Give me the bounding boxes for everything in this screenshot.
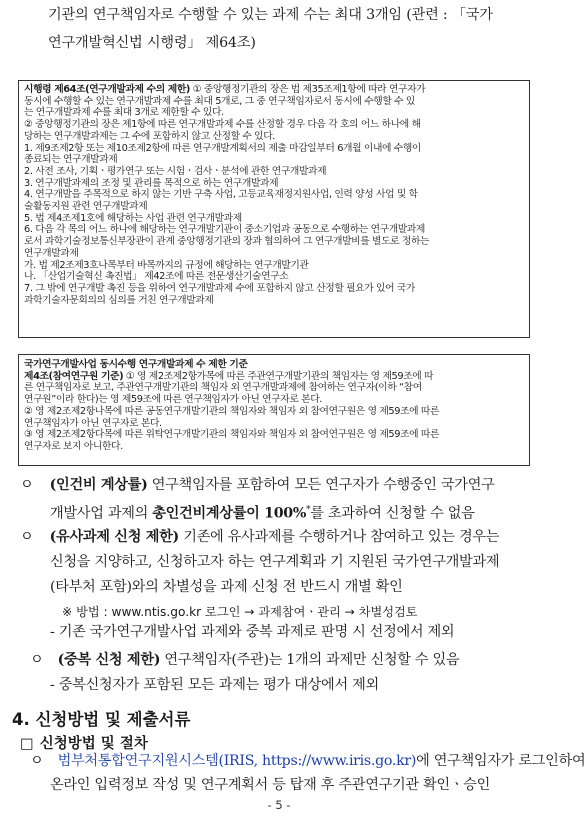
ntis-method-note: ※ 방법 : www.ntis.go.kr 로그인 → 과제참여ㆍ관리 → 차별성검토 (62, 605, 418, 619)
bullet-similar-task (20, 528, 499, 546)
article-text: ① 중앙행정기관의 장은 법 제35조제1항에 따라 연구자가 (189, 84, 426, 95)
bullet-labor-cost-line-2 (50, 501, 475, 523)
bullet-similar-task-line-2: 신청을 지양하고, 신청하고자 하는 연구계획과 기 지원된 국가연구개발과제 (50, 554, 500, 570)
box-line: 연구자로 보지 아니한다. (24, 440, 123, 452)
regulation-box-64-text (24, 84, 524, 306)
box-line: 과학기술자문회의의 심의를 거친 연구개발과제 (24, 294, 214, 306)
bullet-text: 연구책임자(주관)는 1개의 과제만 신청할 수 있음 (164, 652, 460, 668)
article-text: ① 영 제2조제2항가목에 따른 주관연구개발기관의 책임자는 영 제59조에 따 (123, 370, 434, 382)
box-line: 5. 법 제4조제1호에 해당하는 사업 관련 연구개발과제 (24, 212, 242, 224)
application-method-line-2: 온라인 입력정보 작성 및 연구계획서 등 탑재 후 주관연구기관 확인ㆍ승인 (50, 777, 491, 793)
regulation-box-64 (18, 80, 530, 338)
application-method-line-1 (30, 752, 585, 770)
bullet-mark: ㅇ (30, 652, 44, 668)
box-line: ② 중앙행정기관의 장은 제1항에 따른 연구개발과제 수를 산정할 경우 다음 각 호의 어느 하나에 해 (24, 119, 421, 131)
box-line: 4. 연구개발을 주목적으로 하지 않는 기반 구축 사업, 고등교육재정지원사업, 인력 양성 사업 및 학 (24, 189, 418, 201)
bullet-similar-task-line-3: (타부처 포함)와의 차별성을 과제 신청 전 반드시 개별 확인 (50, 579, 403, 595)
box-line: 3. 연구개발과제의 조정 및 관리를 목적으로 하는 연구개발과제 (24, 177, 279, 189)
standard-box-article-4-text (24, 359, 524, 453)
box-line: 는 연구개발과제 수를 최대 3개로 제한할 수 있다. (24, 107, 224, 119)
box-line: 당하는 연구개발과제는 그 수에 포함하지 않고 산정할 수 있다. (24, 130, 276, 142)
box-line: 2. 사전 조사, 기획ㆍ평가연구 또는 시험ㆍ검사ㆍ분석에 관한 연구개발과제 (24, 165, 327, 177)
box-line: 연구개발과제 (24, 247, 79, 259)
text-part: 에 연구책임자가 로그인하여 (416, 753, 585, 769)
box-line: 로서 과학기술정보통신부장관이 관계 중앙행정기관의 장과 협의하여 그 연구개발비를 별도로 정하는 (24, 236, 430, 248)
box-line: ② 영 제2조제2항나목에 따른 공동연구개발기관의 책임자와 책임자 외 참여연구원은 영 제59조에 따른 (24, 405, 440, 417)
subsection-heading (20, 732, 148, 753)
box-line: ③ 영 제2조제2항다목에 따른 위탁연구개발기관의 책임자와 책임자 외 참여연구원은 영 제59조에 따른 (24, 429, 440, 441)
intro-line-2: 연구개발혁신법 시행령」 제64조) (48, 35, 256, 51)
iris-link[interactable]: 범부처통합연구지원시스템(IRIS, https://www.iris.go.kr) (57, 753, 417, 769)
footnote-mark: * (306, 505, 311, 515)
article-title: 시행령 제64조(연구개발과제 수의 제한) (24, 84, 190, 95)
square-bullet-icon: □ (20, 736, 34, 752)
standard-box-article-4 (18, 354, 530, 466)
box-line (24, 84, 524, 96)
text-part: 개발사업 과제의 (50, 505, 149, 522)
bullet-title: (중복 신청 제한) (57, 652, 161, 668)
bullet-text: 연구책임자를 포함하여 모든 연구자가 수행중인 국가연구 (151, 477, 495, 493)
box-line: 나. 「산업기술혁신 촉진법」 제42조에 따른 전문생산기술연구소 (24, 271, 289, 283)
bullet-labor-cost (20, 476, 495, 494)
bullet-mark: ㅇ (20, 477, 34, 493)
box-line: 연구원”이라 한다)는 영 제59조에 따른 연구책임자가 아닌 연구자로 본다. (24, 394, 322, 406)
box-line: 술활동지원 관련 연구개발과제 (24, 201, 148, 213)
section-heading: 4. 신청방법 및 제출서류 (12, 710, 191, 729)
box-line: 1. 제9조제2항 또는 제10조제2항에 따른 연구개발계획서의 제출 마감일부터 6개월 이내에 수행이 (24, 142, 421, 154)
bullet-duplicate-application (30, 651, 459, 669)
labor-cost-rate-emphasis: 총인건비계상률이 100% (152, 505, 307, 522)
bullet-mark: ㅇ (20, 529, 34, 545)
box-line: 른 연구책임자로 보고, 주관연구개발기관의 책임자 외 연구개발과제에 참여하는 연구자(이하 “참여 (24, 382, 422, 394)
box-line (24, 371, 524, 383)
article-title: 제4조(참여연구원 기준) (24, 370, 124, 382)
duplicate-exclusion-note: - 기존 국가연구개발사업 과제와 중복 과제로 판명 시 선정에서 제외 (50, 624, 455, 640)
duplicate-applicant-note: - 중복신청자가 포함된 모든 과제는 평가 대상에서 제외 (50, 677, 379, 693)
page-number: - 5 - (267, 798, 291, 812)
subsection-title: 신청방법 및 절차 (39, 736, 148, 752)
bullet-title: (유사과제 신청 제한) (49, 529, 179, 545)
box-line: 동시에 수행할 수 있는 연구개발과제 수를 최대 5개로, 그 중 연구책임자로서 동시에 수행할 수 있 (24, 95, 415, 107)
box-line: 종료되는 연구개발과제 (24, 154, 118, 166)
box-line: 연구책임자가 아닌 연구자로 본다. (24, 417, 162, 429)
intro-line-1: 기관의 연구책임자로 수행할 수 있는 과제 수는 최대 3개임 (관련 : 「국가 (48, 7, 493, 23)
box-line: 가. 법 제2조제3호나목부터 바목까지의 규정에 해당하는 연구개발기관 (24, 259, 309, 271)
box-line: 6. 다음 각 목의 어느 하나에 해당하는 연구개발기관이 중소기업과 공동으로 수행하는 연구개발과제 (24, 224, 425, 236)
bullet-mark: ㅇ (30, 753, 44, 769)
bullet-text: 기존에 유사과제를 수행하거나 참여하고 있는 경우는 (183, 529, 500, 545)
box-line: 국가연구개발사업 동시수행 연구개발과제 수 제한 기준 (24, 359, 248, 370)
text-part: 를 초과하여 신청할 수 없음 (310, 505, 475, 522)
bullet-title: (인건비 계상률) (49, 477, 148, 493)
box-line: 7. 그 밖에 연구개발 촉진 등을 위하여 연구개발과제 수에 포함하지 않고 산정할 필요가 있어 국가 (24, 282, 415, 294)
